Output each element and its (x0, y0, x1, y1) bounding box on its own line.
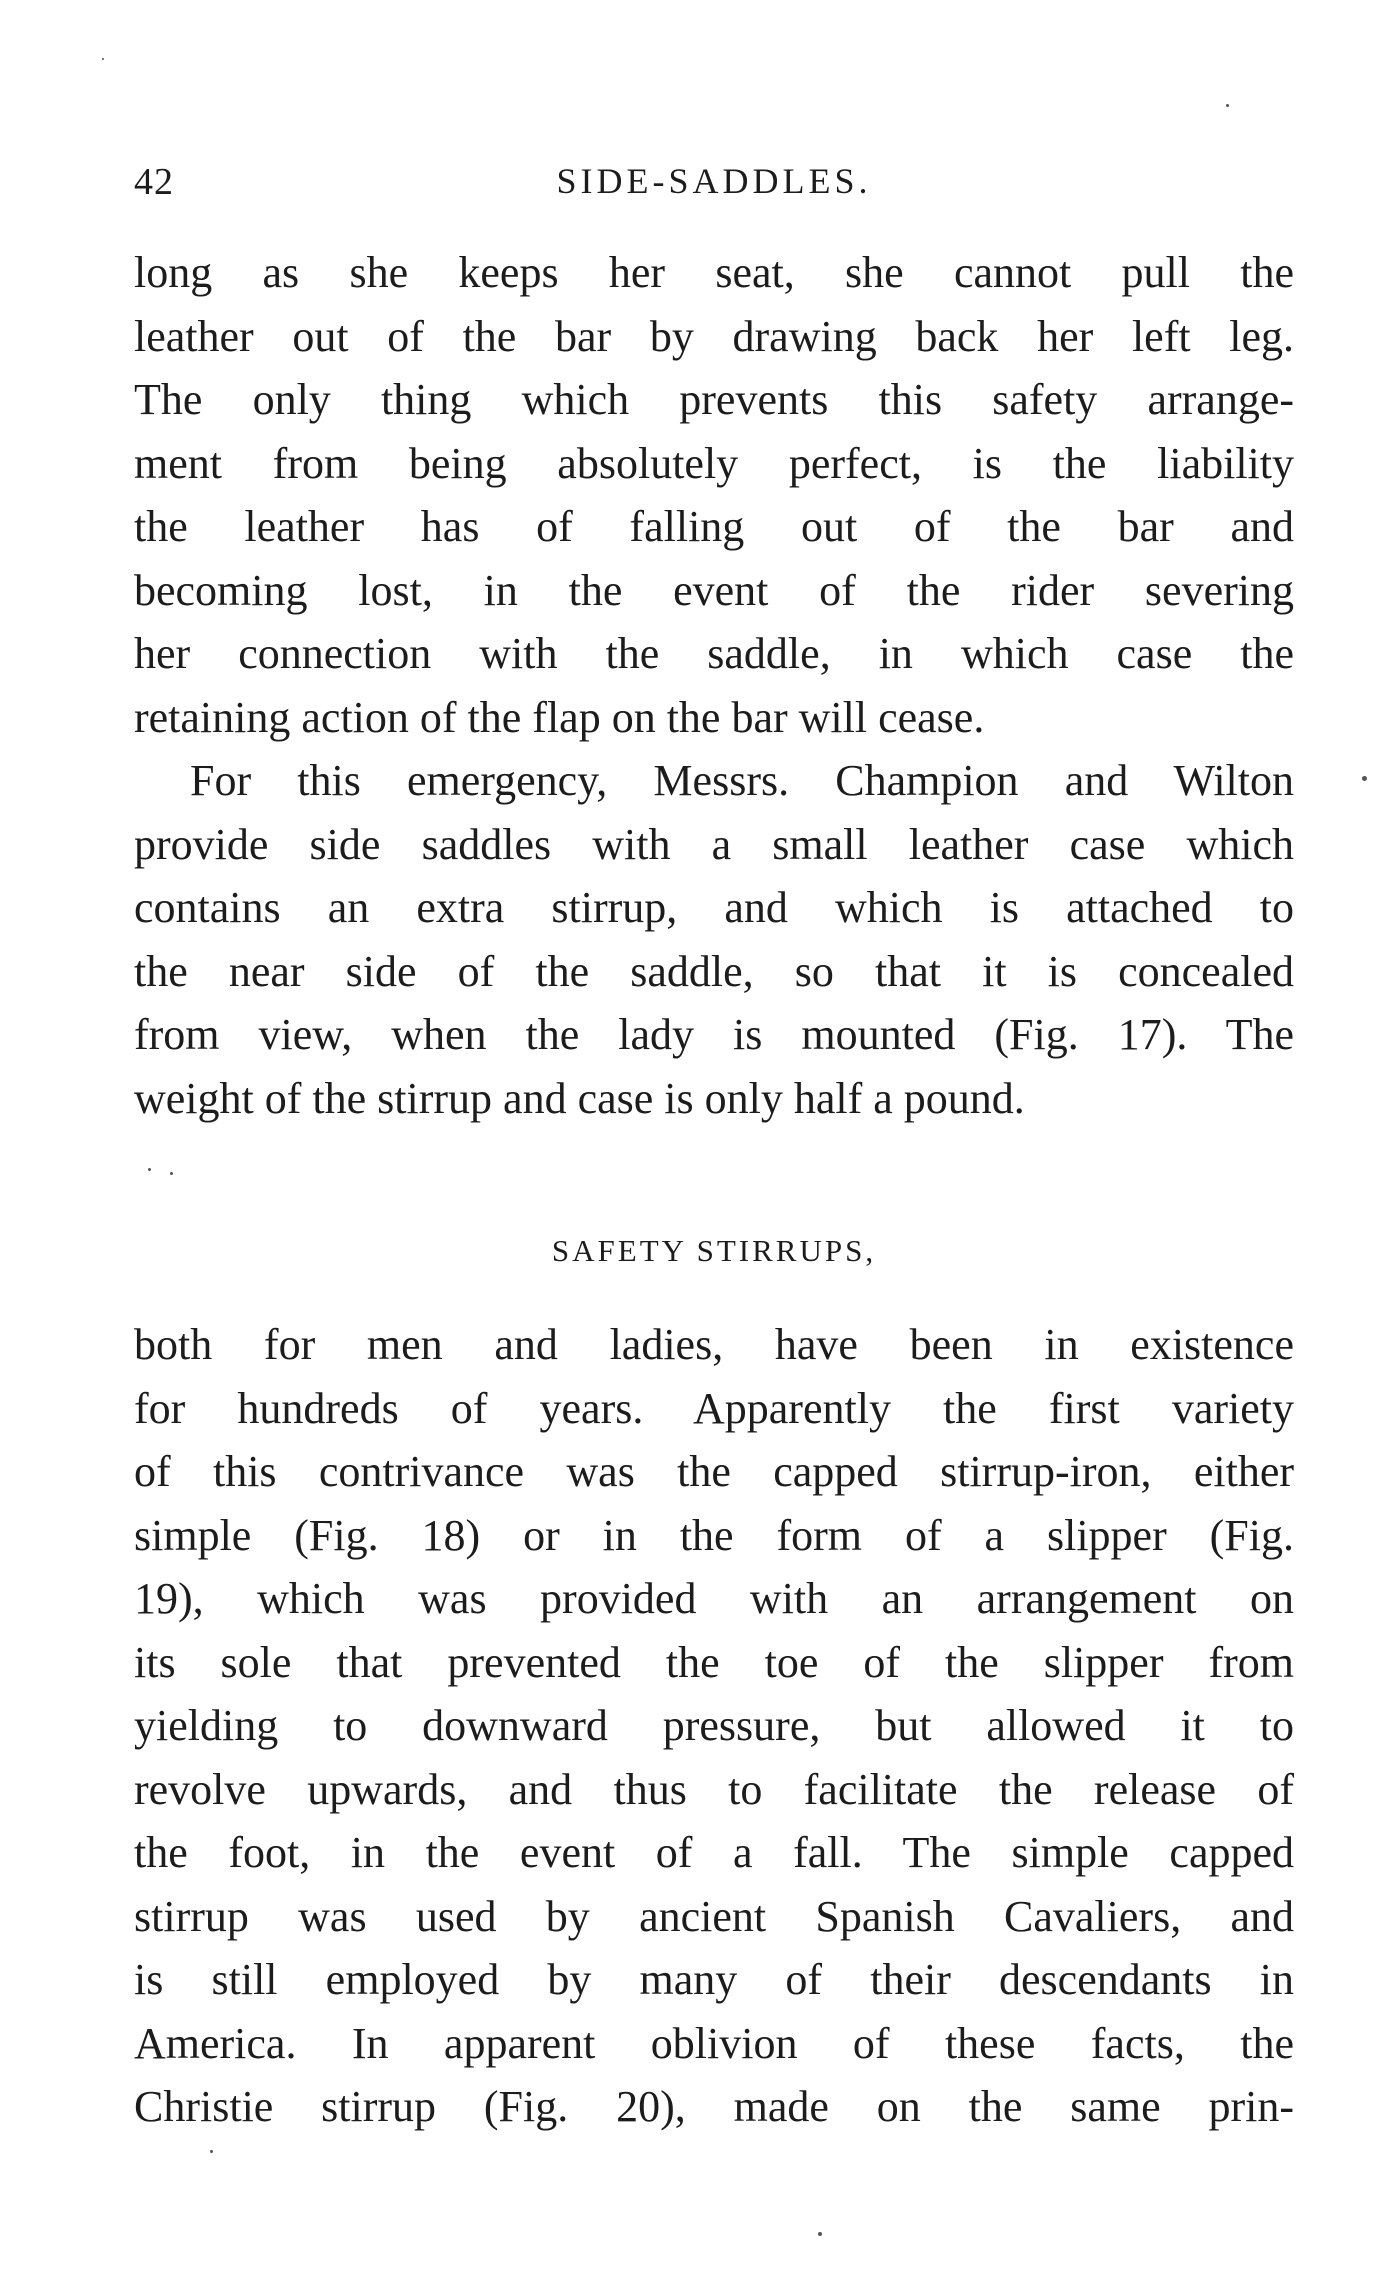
scan-speck (1362, 776, 1367, 781)
text-line: the foot, in the event of a fall. The simple capped (134, 1828, 1294, 1877)
text-line: ment from being absolutely perfect, is the liability (134, 438, 1294, 488)
text-line: for hundreds of years. Apparently the first variety (134, 1383, 1294, 1433)
scan-speck (102, 58, 104, 60)
text-line: her connection with the saddle, in which case the (134, 629, 1294, 678)
text-line: For this emergency, Messrs. Champion and Wilton (190, 756, 1294, 805)
text-line: yielding to downward pressure, but allowed it to (134, 1701, 1294, 1750)
text-line: weight of the stirrup and case is only half a pound. (134, 1073, 1025, 1123)
paragraph-emergency (134, 749, 1294, 1130)
text-line: becoming lost, in the event of the rider severing (134, 565, 1294, 615)
page-number: 42 (134, 161, 174, 203)
text-line: is still employed by many of their descendants in (134, 1955, 1294, 2004)
scan-speck (148, 1168, 151, 1171)
scan-speck (818, 2232, 822, 2236)
text-line: the near side of the saddle, so that it is concealed (134, 946, 1294, 996)
text-line: Christie stirrup (Fig. 20), made on the same prin- (134, 2082, 1294, 2131)
text-line: retaining action of the flap on the bar will cease. (134, 692, 985, 742)
text-line: stirrup was used by ancient Spanish Cavaliers, and (134, 1891, 1294, 1941)
text-line: long as she keeps her seat, she cannot pull the (134, 248, 1294, 297)
text-line: the leather has of falling out of the bar and (134, 502, 1294, 551)
text-line: of this contrivance was the capped stirrup-iron, either (134, 1447, 1294, 1496)
text-line: its sole that prevented the toe of the slipper from (134, 1637, 1294, 1687)
text-line: contains an extra stirrup, and which is attached to (134, 883, 1294, 932)
text-line: from view, when the lady is mounted (Fig. 17). The (134, 1010, 1294, 1059)
scan-speck (1226, 104, 1229, 107)
text-line: revolve upwards, and thus to facilitate the release of (134, 1764, 1294, 1814)
text-line: America. In apparent oblivion of these facts, the (134, 2018, 1294, 2068)
text-line: 19), which was provided with an arrangement on (134, 1574, 1294, 1623)
text-line: provide side saddles with a small leather case which (134, 819, 1294, 869)
section-heading: SAFETY STIRRUPS, (551, 1233, 877, 1268)
scan-speck (170, 1172, 173, 1175)
paragraph-safety-stirrups (134, 1313, 1294, 2139)
page-header (134, 160, 1294, 210)
text-line: simple (Fig. 18) or in the form of a slipper (Fig. (134, 1510, 1294, 1560)
paragraph-continued (134, 241, 1294, 749)
text-line: both for men and ladies, have been in existence (134, 1320, 1294, 1369)
text-line: leather out of the bar by drawing back her left leg. (134, 311, 1294, 361)
scan-speck (210, 2150, 213, 2153)
text-line: The only thing which prevents this safety arrange- (134, 375, 1294, 424)
running-head: SIDE-SADDLES. (556, 161, 872, 201)
